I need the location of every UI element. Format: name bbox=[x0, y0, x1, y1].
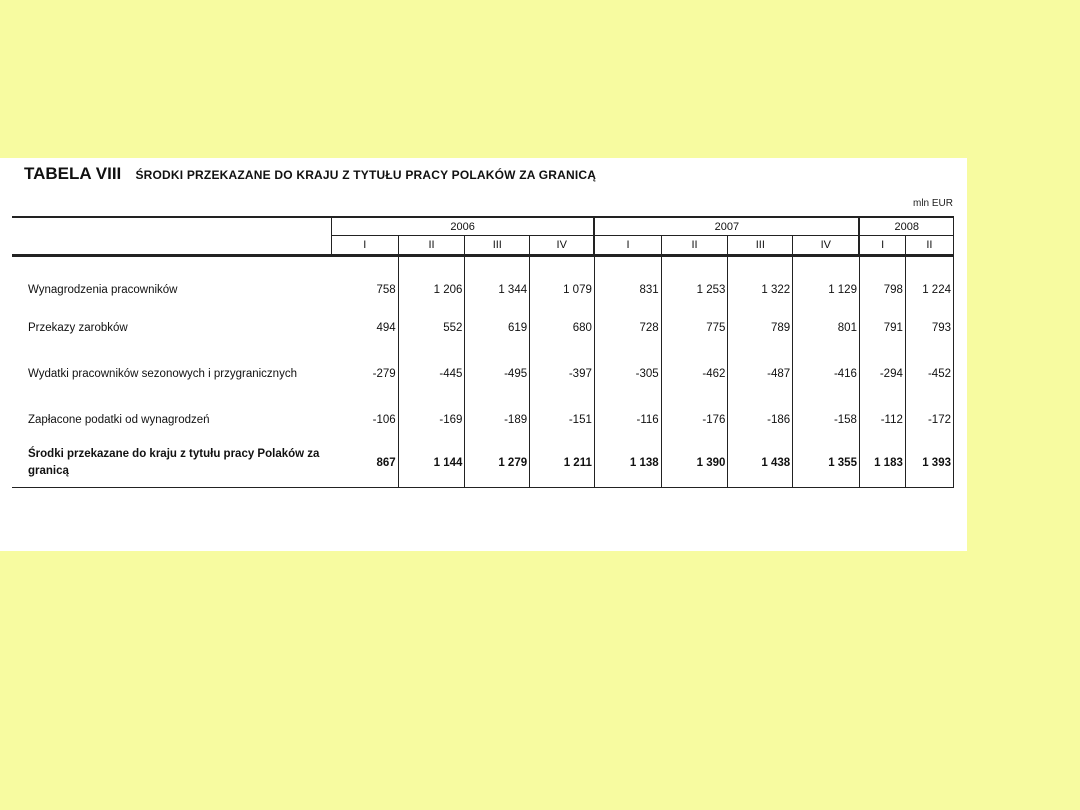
table-cell: 1 390 bbox=[661, 439, 728, 488]
spacer-row bbox=[12, 256, 954, 272]
row-label: Środki przekazane do kraju z tytułu pracy Polaków za granicą bbox=[12, 439, 331, 488]
quarter-header: IV bbox=[793, 236, 860, 256]
table-cell: -416 bbox=[793, 347, 860, 401]
table-cell: -116 bbox=[594, 401, 661, 439]
table-cell: 758 bbox=[331, 271, 398, 309]
table-cell: 1 211 bbox=[530, 439, 595, 488]
table-cell: -172 bbox=[905, 401, 953, 439]
table-cell: 552 bbox=[398, 309, 465, 347]
table-row bbox=[12, 347, 954, 401]
table-row bbox=[12, 309, 954, 347]
bottom-pad-row bbox=[12, 488, 954, 495]
table-cell: 867 bbox=[331, 439, 398, 488]
quarter-header: I bbox=[859, 236, 905, 256]
row-label: Zapłacone podatki od wynagrodzeń bbox=[28, 413, 210, 426]
table-body bbox=[12, 256, 954, 495]
table-cell: -495 bbox=[465, 347, 530, 401]
quarter-header: II bbox=[905, 236, 953, 256]
table-cell: 1 438 bbox=[728, 439, 793, 488]
table-cell: 1 344 bbox=[465, 271, 530, 309]
table-cell: 831 bbox=[594, 271, 661, 309]
table-cell: -397 bbox=[530, 347, 595, 401]
year-2006-header: 2006 bbox=[331, 217, 594, 236]
table-cell: 1 129 bbox=[793, 271, 860, 309]
row-label: Przekazy zarobków bbox=[28, 321, 128, 334]
quarter-header: III bbox=[465, 236, 530, 256]
table-cell: 1 144 bbox=[398, 439, 465, 488]
table-row bbox=[12, 271, 954, 309]
table-cell: -487 bbox=[728, 347, 793, 401]
table-number: TABELA VIII bbox=[24, 164, 122, 183]
quarter-header: II bbox=[398, 236, 465, 256]
table-cell: 1 138 bbox=[594, 439, 661, 488]
row-label: Wydatki pracowników sezonowych i przygranicznych bbox=[28, 367, 297, 380]
table-cell: 728 bbox=[594, 309, 661, 347]
table-cell: -445 bbox=[398, 347, 465, 401]
quarter-header: II bbox=[661, 236, 728, 256]
remittance-table bbox=[12, 216, 954, 494]
table-cell: 791 bbox=[859, 309, 905, 347]
table-row bbox=[12, 439, 954, 488]
year-header-row bbox=[12, 217, 954, 236]
table-cell: -112 bbox=[859, 401, 905, 439]
unit-label: mln EUR bbox=[912, 198, 953, 209]
quarter-header: IV bbox=[530, 236, 595, 256]
table-cell: 1 079 bbox=[530, 271, 595, 309]
table-cell: 1 355 bbox=[793, 439, 860, 488]
table-cell: 1 393 bbox=[905, 439, 953, 488]
table-cell: 1 322 bbox=[728, 271, 793, 309]
year-2007-header: 2007 bbox=[594, 217, 859, 236]
table-row bbox=[12, 401, 954, 439]
table-cell: -189 bbox=[465, 401, 530, 439]
table-cell: 619 bbox=[465, 309, 530, 347]
table-cell: -279 bbox=[331, 347, 398, 401]
table-cell: 775 bbox=[661, 309, 728, 347]
table-title bbox=[24, 164, 596, 184]
table-cell: -186 bbox=[728, 401, 793, 439]
table-caption: ŚRODKI PRZEKAZANE DO KRAJU Z TYTUŁU PRACY POLAKÓW ZA GRANICĄ bbox=[135, 168, 597, 182]
table-cell: 793 bbox=[905, 309, 953, 347]
quarter-header: I bbox=[594, 236, 661, 256]
table-cell: -462 bbox=[661, 347, 728, 401]
row-label-header bbox=[12, 217, 331, 256]
row-label: Wynagrodzenia pracowników bbox=[28, 283, 178, 296]
table-cell: -176 bbox=[661, 401, 728, 439]
table-cell: -169 bbox=[398, 401, 465, 439]
table-cell: -294 bbox=[859, 347, 905, 401]
table-cell: 1 253 bbox=[661, 271, 728, 309]
table-cell: 680 bbox=[530, 309, 595, 347]
table-cell: -151 bbox=[530, 401, 595, 439]
table-cell: 798 bbox=[859, 271, 905, 309]
table-sheet bbox=[0, 158, 967, 551]
table-cell: 1 224 bbox=[905, 271, 953, 309]
table-cell: -452 bbox=[905, 347, 953, 401]
table-cell: 801 bbox=[793, 309, 860, 347]
table-cell: -158 bbox=[793, 401, 860, 439]
table-cell: 789 bbox=[728, 309, 793, 347]
table-cell: 1 279 bbox=[465, 439, 530, 488]
table-cell: -305 bbox=[594, 347, 661, 401]
table-cell: 494 bbox=[331, 309, 398, 347]
table-cell: -106 bbox=[331, 401, 398, 439]
quarter-header: I bbox=[331, 236, 398, 256]
table-cell: 1 206 bbox=[398, 271, 465, 309]
quarter-header: III bbox=[728, 236, 793, 256]
table-cell: 1 183 bbox=[859, 439, 905, 488]
year-2008-header: 2008 bbox=[859, 217, 953, 236]
